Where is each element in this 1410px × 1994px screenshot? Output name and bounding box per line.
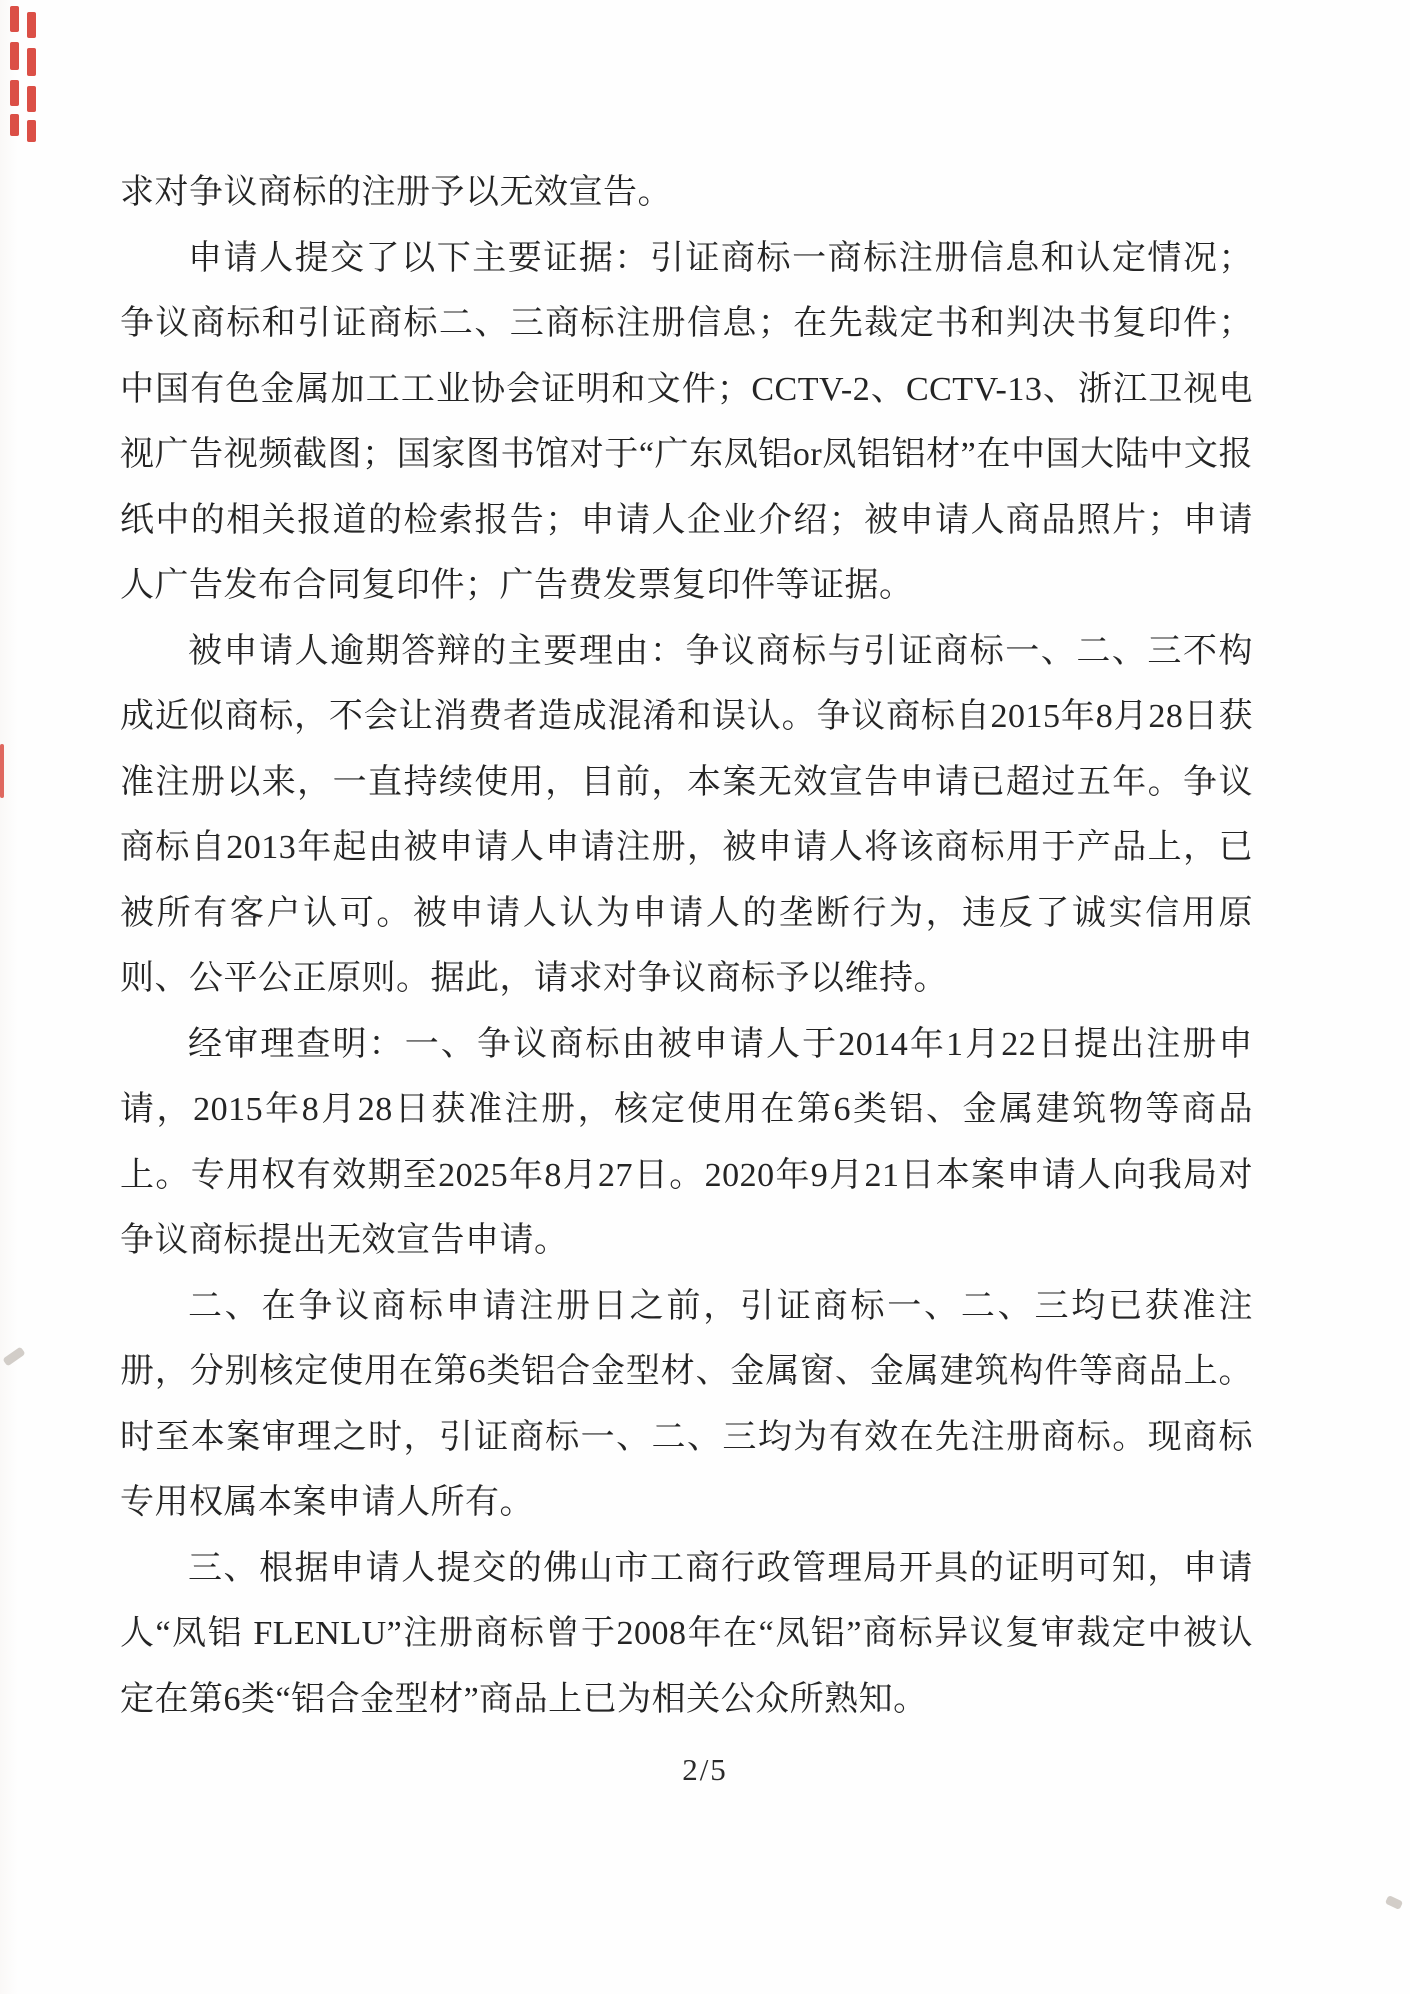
- document-body: [120, 160, 1253, 1732]
- paragraph: 求对争议商标的注册予以无效宣告。: [120, 174, 672, 211]
- paragraph: 二、在争议商标申请注册日之前，引证商标一、二、三均已获准注册，分别核定使用在第6类铝合金型材、金属窗、金属建筑构件等商品上。时至本案审理之时，引证商标一、二、三均为有效在先注册商标。现商标专用权属本案申请人所有。: [120, 1287, 1253, 1521]
- paragraph: 三、根据申请人提交的佛山市工商行政管理局开具的证明可知，申请人“凤铝 FLENLU”注册商标曾于2008年在“凤铝”商标异议复审裁定中被认定在第6类“铝合金型材”商品上已为相关公众所熟知。: [120, 1549, 1253, 1718]
- paragraph: 申请人提交了以下主要证据：引证商标一商标注册信息和认定情况；争议商标和引证商标二、三商标注册信息；在先裁定书和判决书复印件；中国有色金属加工工业协会证明和文件；CCTV-2、CCTV-13、浙江卫视电视广告视频截图；国家图书馆对于“广东凤铝or凤铝铝材”在中国大陆中文报纸中的相关报道的检索报告；申请人企业介绍；被申请人商品照片；申请人广告发布合同复印件；广告费发票复印件等证据。: [120, 239, 1253, 604]
- red-edge-mark: [0, 744, 4, 798]
- paragraph: 经审理查明：一、争议商标由被申请人于2014年1月22日提出注册申请，2015年8月28日获准注册，核定使用在第6类铝、金属建筑物等商品上。专用权有效期至2025年8月27日。2020年9月21日本案申请人向我局对争议商标提出无效宣告申请。: [120, 1025, 1253, 1259]
- page-number: 2/5: [682, 1752, 728, 1787]
- scan-smudge-left: [2, 1347, 25, 1367]
- scan-smudge-right: [1385, 1895, 1403, 1910]
- paragraph: 被申请人逾期答辩的主要理由：争议商标与引证商标一、二、三不构成近似商标，不会让消费者造成混淆和误认。争议商标自2015年8月28日获准注册以来，一直持续使用，目前，本案无效宣告申请已超过五年。争议商标自2013年起由被申请人申请注册，被申请人将该商标用于产品上，已被所有客户认可。被申请人认为申请人的垄断行为，违反了诚实信用原则、公平公正原则。据此，请求对争议商标予以维持。: [120, 632, 1253, 997]
